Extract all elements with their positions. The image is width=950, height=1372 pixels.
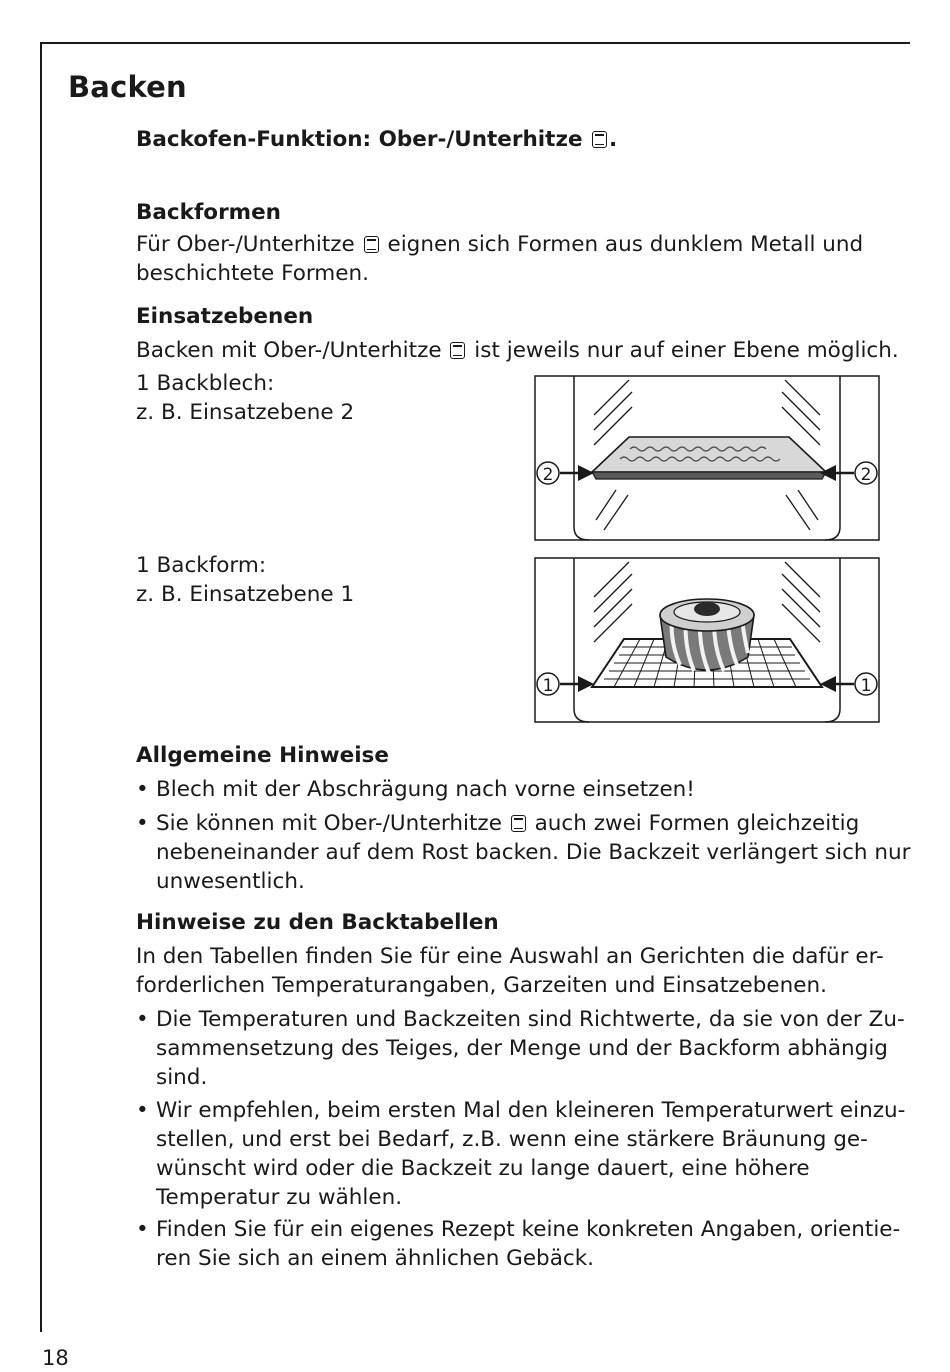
frame-left-rule xyxy=(40,42,42,1332)
bullet-text-line-1 xyxy=(156,809,859,838)
backform-title: 1 Backform: xyxy=(136,553,267,578)
bullet-dot: • xyxy=(136,811,149,836)
oven-form-illustration xyxy=(534,557,880,723)
top-bottom-heat-icon xyxy=(511,815,526,832)
baking-form xyxy=(660,599,754,673)
bullet-text-line-1-b: auch zwei Formen gleichzeitig xyxy=(534,811,860,836)
einsatzebenen-heading: Einsatzebenen xyxy=(136,304,314,329)
bullet-dot: • xyxy=(136,1217,149,1242)
bullet-text-line-3: sind. xyxy=(156,1065,208,1090)
page-number: 18 xyxy=(42,1346,69,1370)
backblech-detail: z. B. Einsatzebene 2 xyxy=(136,400,355,425)
top-bottom-heat-icon xyxy=(592,131,607,148)
oven-tray-illustration xyxy=(534,375,880,541)
backtabellen-paragraph-line-1: In den Tabellen finden Sie für eine Auswahl an Gerichten die dafür er- xyxy=(136,944,884,969)
bullet-text-line-3: unwesentlich. xyxy=(156,869,305,894)
backblech-title: 1 Backblech: xyxy=(136,371,275,396)
backformen-line-2: beschichtete Formen. xyxy=(136,261,369,286)
einsatzebenen-line-1-a: Backen mit Ober-/Unterhitze xyxy=(136,338,442,363)
level-1-label-left: 1 xyxy=(542,676,554,696)
einsatzebenen-line-1 xyxy=(136,336,899,365)
bullet-dot: • xyxy=(136,777,149,802)
backformen-line-1-b: eignen sich Formen aus dunklem Metall und xyxy=(387,232,864,257)
bullet-text-line-1: Finden Sie für ein eigenes Rezept keine konkreten Angaben, orientie- xyxy=(156,1217,901,1242)
backform-detail: z. B. Einsatzebene 1 xyxy=(136,582,355,607)
bullet-text-line-1: Wir empfehlen, beim ersten Mal den kleineren Temperaturwert einzu- xyxy=(156,1098,906,1123)
backformen-line-1 xyxy=(136,230,863,259)
backtabellen-paragraph-line-2: forderlichen Temperaturangaben, Garzeiten und Einsatzebenen. xyxy=(136,973,827,998)
bullet-dot: • xyxy=(136,1098,149,1123)
top-bottom-heat-icon xyxy=(364,236,379,253)
backformen-line-1-a: Für Ober-/Unterhitze xyxy=(136,232,355,257)
bullet-dot: • xyxy=(136,1007,149,1032)
bullet-text-line-1-a: Sie können mit Ober-/Unterhitze xyxy=(156,811,502,836)
allgemeine-heading: Allgemeine Hinweise xyxy=(136,743,389,768)
level-2-label-left: 2 xyxy=(542,465,554,485)
level-2-label-right: 2 xyxy=(860,465,872,485)
bullet-text: Blech mit der Abschrägung nach vorne einsetzen! xyxy=(156,777,695,802)
backtabellen-heading: Hinweise zu den Backtabellen xyxy=(136,910,499,935)
bullet-text-line-3: wünscht wird oder die Backzeit zu lange dauert, eine höhere xyxy=(156,1156,810,1181)
bullet-text-line-1: Die Temperaturen und Backzeiten sind Richtwerte, da sie von der Zu- xyxy=(156,1007,905,1032)
bullet-text-line-2: ren Sie sich an einem ähnlichen Gebäck. xyxy=(156,1246,594,1271)
frame-top-rule xyxy=(40,42,910,44)
level-1-label-right: 1 xyxy=(860,676,872,696)
page-title: Backen xyxy=(68,70,187,104)
einsatzebenen-line-1-b: ist jeweils nur auf einer Ebene möglich. xyxy=(474,338,899,363)
bullet-text-line-2: sammensetzung des Teiges, der Menge und der Backform abhängig xyxy=(156,1036,888,1061)
backformen-heading: Backformen xyxy=(136,200,281,225)
bullet-text-line-2: stellen, und erst bei Bedarf, z.B. wenn eine stärkere Bräunung ge- xyxy=(156,1127,868,1152)
baking-tray xyxy=(592,437,826,479)
oven-function-suffix: . xyxy=(609,127,618,152)
oven-function-label: Backofen-Funktion: Ober-/Unterhitze xyxy=(136,127,583,152)
bullet-text-line-2: nebeneinander auf dem Rost backen. Die Backzeit verlängert sich nur xyxy=(156,840,911,865)
bullet-text-line-4: Temperatur zu wählen. xyxy=(156,1185,403,1210)
oven-function-line xyxy=(136,125,617,154)
top-bottom-heat-icon xyxy=(450,342,465,359)
